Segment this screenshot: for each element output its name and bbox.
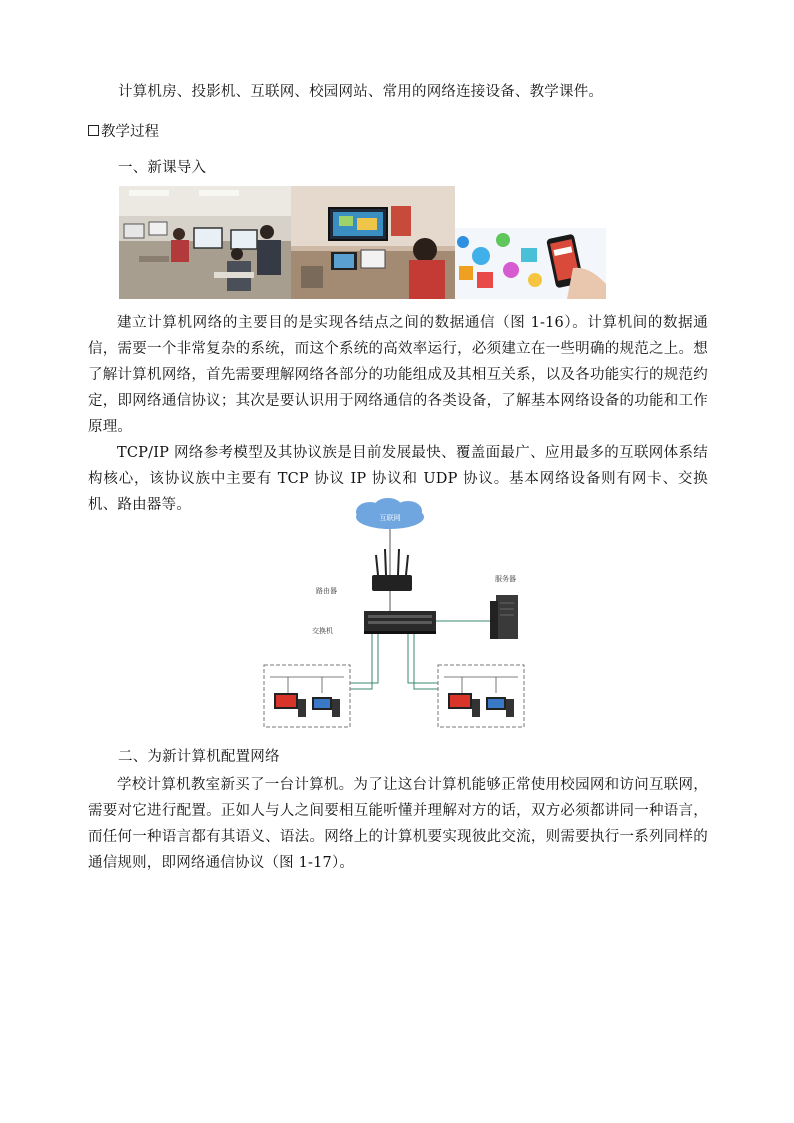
paragraph-tcpip: TCP/IP 网络参考模型及其协议族是目前发展最快、覆盖面最广、应用最多的互联网体系结构核心，该协议族中主要有 TCP 协议 IP 协议和 UDP 协议。基本网络设备则有网卡、交换机、路由器等。 — [88, 445, 708, 513]
smartboard-photo — [291, 186, 455, 299]
section-1-heading: 一、新课导入 — [118, 160, 207, 176]
computer-icon — [486, 697, 514, 717]
internet-label: 互联网 — [379, 514, 401, 522]
network-diagram-graphic — [260, 497, 530, 737]
computer-icon — [312, 697, 340, 717]
mobile-internet-photo-graphic — [455, 228, 606, 299]
teaching-process-heading — [88, 120, 159, 141]
paragraph-network-purpose: 建立计算机网络的主要目的是实现各结点之间的数据通信（图 1-16）。计算机间的数据通信，需要一个非常复杂的系统，而这个系统的高效率运行，必须建立在一些明确的规范之上。想了解计算机网络，首先需要理解网络各部分的功能组成及其相互关系，以及各功能实行的规范约定，即网络通信协议；其次是要认识用于网络通信的各类设备，了解基本网络设备的功能和工作原理。 — [88, 315, 708, 435]
resources-line: 计算机房、投影机、互联网、校园网站、常用的网络连接设备、教学课件。 — [118, 84, 604, 100]
switch-icon — [364, 611, 436, 634]
router-icon — [372, 549, 412, 591]
teaching-process-label: 教学过程 — [101, 124, 159, 140]
server-icon — [490, 595, 518, 639]
classroom-photo-graphic — [119, 186, 291, 299]
server-label: 服务器 — [495, 575, 516, 583]
computer-icon — [274, 693, 306, 717]
checkbox-bullet-icon — [88, 125, 99, 136]
paragraph-configure-network: 学校计算机教室新买了一台计算机。为了让这台计算机能够正常使用校园网和访问互联网，需要对它进行配置。正如人与人之间要相互能听懂并理解对方的话，双方必须都讲同一种语言，而任何一种语言都有其语义、语法。网络上的计算机要实现彼此交流，则需要执行一系列同样的通信规则，即网络通信协议（图 1-17）。 — [88, 777, 708, 871]
classroom-photo — [119, 186, 291, 299]
switch-label: 交换机 — [312, 627, 333, 635]
mobile-internet-photo — [455, 228, 606, 299]
router-label: 路由器 — [316, 587, 337, 595]
section-2-heading: 二、为新计算机配置网络 — [118, 749, 280, 765]
network-topology-diagram — [260, 497, 530, 737]
smartboard-photo-graphic — [291, 186, 455, 299]
computer-icon — [448, 693, 480, 717]
